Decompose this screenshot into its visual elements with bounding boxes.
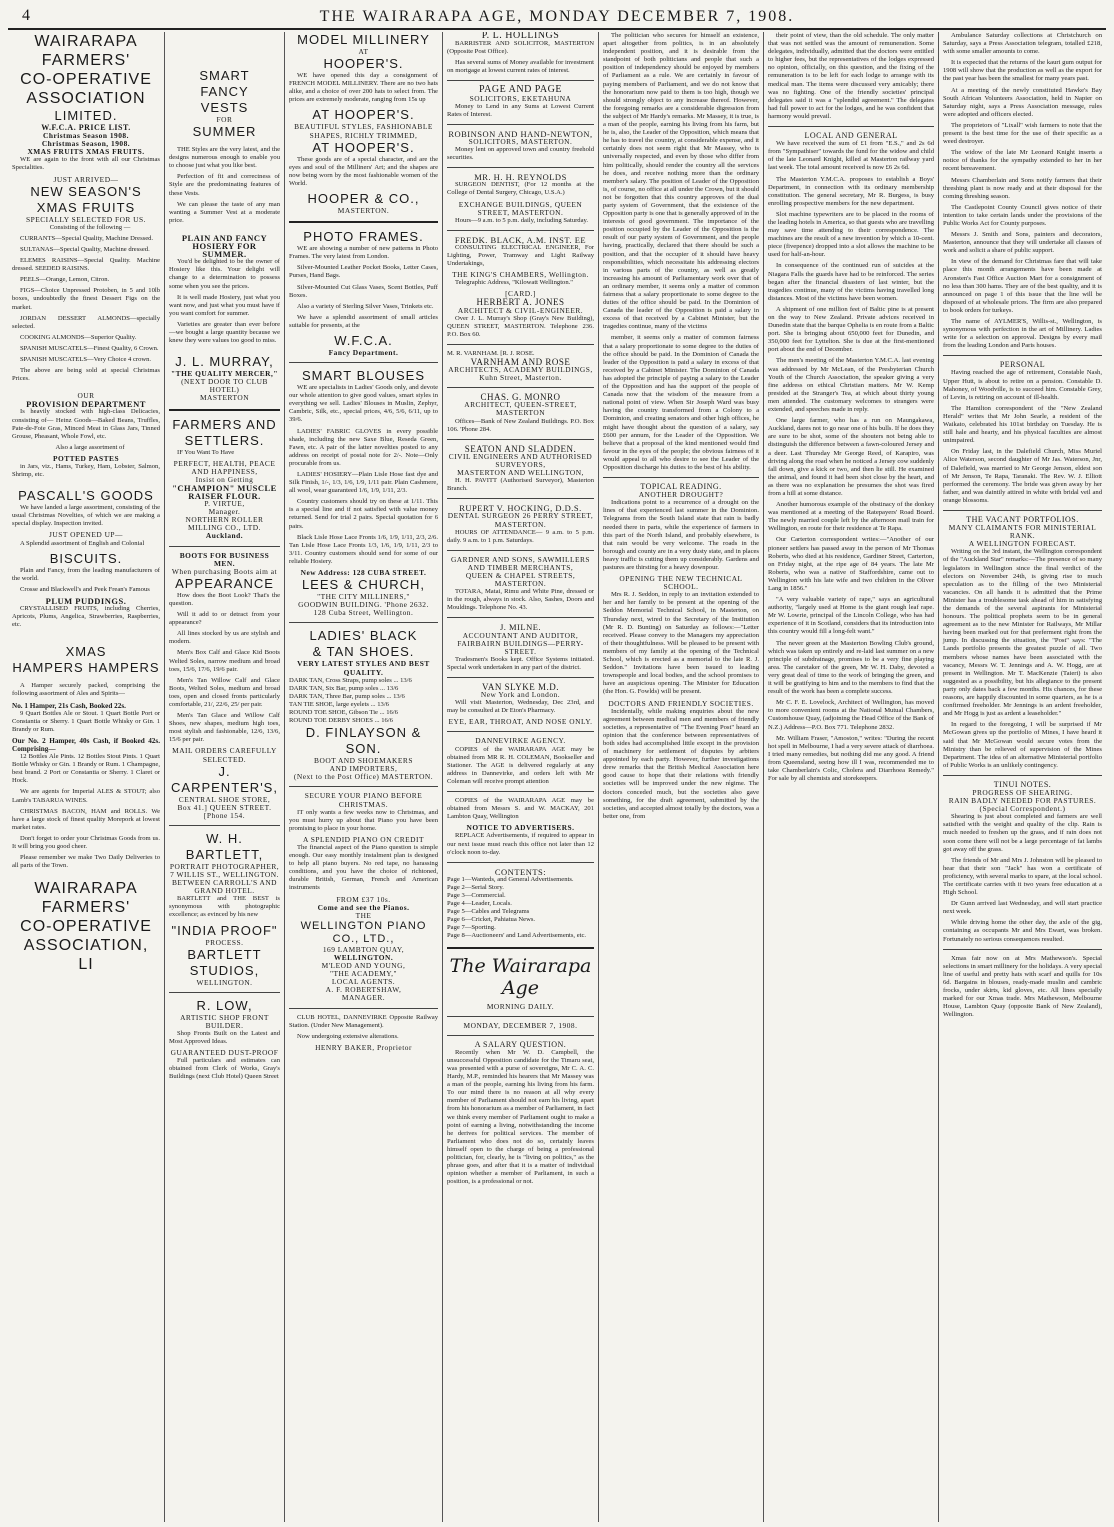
hamper-no2: Our No. 2 Hamper, 40s Cash, if Booked 42s. Comprising— <box>12 736 160 753</box>
piano-wellington: WELLINGTON. <box>333 952 394 962</box>
money-text: Money to Lend in any Sums at Lowest Current Rates of Interest. <box>447 102 594 118</box>
ad-wfca-title-2: FARMERS' <box>41 52 131 69</box>
murray-masterton: MASTERTON <box>199 393 250 403</box>
photo-text-4: Also a variety of Sterling Silver Vases, Trinkets etc. <box>297 302 434 310</box>
contents-heading: CONTENTS: <box>494 866 547 877</box>
column-7 <box>939 32 1106 1522</box>
special-label: (Special Correspondent.) <box>979 804 1066 814</box>
many-claimants: MANY CLAIMANTS FOR MINISTERIAL RANK. <box>948 523 1097 541</box>
footer-wfca-1: WAIRARAPA <box>34 880 138 898</box>
fancy-dept-label: Fancy Department. <box>328 347 399 357</box>
blouses-text: WE are specialists in Ladies' Goods only, and devote our whole attention to give good values, smart styles in everything we sell. Ladies' Blouses in Muslin, Zephyr, Cambric, Silk, etc., special prices, 4/6, 5/6, 6/11, up to 39/6. <box>289 384 438 424</box>
widow-text: The widow of the late Mr Leonard Knight inserts a notice of thanks for the sympathy extended to her in her recent bereavement. <box>943 149 1102 173</box>
replace-text: REPLACE Advertisements, if required to appear in our next issue must reach this office not later than 12 o'clock noon to-day. <box>447 832 594 856</box>
card-label: [CARD.] <box>505 289 536 299</box>
architect-label: ARCHITECT & CIVIL-ENGINEER. <box>457 305 584 315</box>
shoe-row: DARK TAN, Six Bar, pump soles ... 13/6 <box>289 684 399 692</box>
will-visit-text: Will visit Masterton, Wednesday, Dec 23rd, and may be consulted at Dr Eton's Pharmacy. <box>447 699 594 715</box>
copies-text-2: COPIES of the WAIRARAPA AGE may be obtained from Messrs S. and W. MACKAY, 201 Lambton Quay, Wellington <box>447 797 594 821</box>
gunn-text: Dr Gunn arrived last Wednesday, and will start practice next week. <box>943 900 1102 916</box>
mens-shoes-text: Men's Tan Glace and Willow Calf Shoes, new shapes, medium high toes, most stylish and fashionable, 12/6, 13/6, 15/6 per pair. <box>169 712 280 744</box>
black-lisle-text: Black Lisle Hose Lace Fronts 1/6, 1/9, 1/11, 2/3, 2/6. Tan Lisle Hose Lace Fronts 1/3, 1/6, 1/9, 1/11, 2/3 to 3/11. Country customers should send for some of our reliable Hosiery. <box>289 533 438 565</box>
mail-orders: MAIL ORDERS CAREFULLY SELECTED. <box>172 746 277 764</box>
central-store: CENTRAL SHOE STORE, <box>178 794 271 804</box>
guaranteed-label: GUARANTEED DUST-PROOF <box>170 1048 279 1058</box>
van-slyke-heading: VAN SLYKE M.D. <box>482 682 559 692</box>
robertshaw-name: A. F. ROBERTSHAW, <box>325 985 402 995</box>
consisting-label: Consisting of the following — <box>49 223 131 231</box>
varnham-names: M. R. VARNHAM. [R. J. ROSE. <box>447 349 535 357</box>
bartlett-wellington: WELLINGTON. <box>196 977 253 987</box>
academy-label: "THE ACADEMY," <box>329 969 398 979</box>
footer-wfca-3: CO-OPERATIVE <box>20 918 152 936</box>
forecast-text: Writing on the 3rd instant, the Wellington correspondent of the "Auckland Star" remarks:—The presence of so many legislators in Wellington since the final verdict of the electors on November 24th, is giving rise to much speculation as to the filling of the two Ministerial vacancies. On all hands it is admitted that the Prime Minister has a troublesome task ahead of him in satisfying the demands of the several aspirants for Ministerial honours. The political prophets seem to be in general agreement as to the new Minister for Railways, Mr Millar having been marked out for that preferment right from the jump. In discussing the situation, the "Post" says: "The Lands portfolio presents the greatest puzzle of all. Two members whose names have been associated with the vacancy, Messrs W. T. Jennings and A. W. Hogg, are at present in Wellington. Mr T. MacKenzie (Taieri) is also suggested as a possibility, but his allegiance to the present party only dates back a few months. His chances, for these reasons, are happily discounted in some quarters, as he is a confirmed freeholder. Mr Jennings is an ardent freeholder, and Mr Hogg is just as ardent a leaseholder." <box>943 548 1102 718</box>
dalefield-text: On Friday last, in the Dalefield Church, Miss Muriel Alice Waterson, second daughter of Mr Jas. Waterson, Jnr, of Dalefield, was married to Mr George Jenson, eldest son of Mr Jenson, Te Rapa, Taranaki. The Rev. W. J. Elliott performed the ceremony. The bride was given away by her father, and was daintily attired in white with bridal veil and orange blossoms. <box>943 448 1102 504</box>
tradesmen-text: Tradesmen's Books kept. Office Systems initiated. Special work undertaken in any part of the district. <box>447 655 594 671</box>
money-text-2: Money lent on approved town and country freehold securities. <box>447 146 594 162</box>
price-item: JORDAN DESSERT ALMONDS—specially selected. <box>12 314 160 330</box>
wfca-heading: W.F.C.A. <box>334 332 393 348</box>
column-6 <box>764 32 939 1522</box>
photo-frames-heading: PHOTO FRAMES. <box>303 229 424 245</box>
doctors-continued: their point of view, than the old schedule. The only matter that was not settled was the amount of remuneration. Some delegates, individually, admitted that the doctors were entitled to higher fees, but the representatives of the lodges expressed no opinion, officially, on this question, and the fixing of the remuneration is to be left for each lodge to arrange with its medical man. The items were discussed very amicably; there was no fighting. One of the friendly societies' principal delegates said it was a "splendid agreement." The delegates had full power to act for the lodges, and he was confident that harmony would prevail. <box>768 32 934 120</box>
telegraphic-text: Telegraphic Address, "Kilowatt Wellington." <box>455 279 573 287</box>
leader-text-2: member, it seems only a matter of common fairness that a salary proportionate to some degree to the duties of the office should be paid. In the Dominion of Canada the leader of the Opposition is paid a salary in excess of that received by a Cabinet Minister. The Dominion of Canada has adopted the principle of paying a salary to the Leader of the Opposition and has the support of the people of Canada now that the wisdom of the measure from a national point of view. When Sir Joseph Ward was busy having the country transformed from a Colony to a Dominion, and creating senators and other high offices, he might have thought about the question of a salary, say £600 per annum, for the Leader of the Opposition. We believe that a proposal of the kind mentioned would find favour in the eyes of the people; the obvious fairness of it would appeal to all who desire to see the Leader of the Opposition discharge his duties to the best of his ability. <box>603 334 759 471</box>
very-latest-label: VERY LATEST STYLES AND BEST QUALITY. <box>297 659 430 677</box>
process-label: PROCESS. <box>205 937 244 947</box>
hamper-intro: A Hamper securely packed, comprising the following assortment of Ales and Spirits— <box>12 682 160 698</box>
price-item: SPANISH MUSCATELS—Very Choice 4 crown. <box>20 355 152 363</box>
vests-text-2: Perfection of fit and correctness of Style are the predominating features of these Vests. <box>169 173 280 197</box>
studios-heading: STUDIOS, <box>189 962 260 978</box>
notice-heading: NOTICE TO ADVERTISERS. <box>466 823 575 833</box>
column-5 <box>599 32 764 1522</box>
hampers-heading: HAMPERS HAMPERS <box>12 660 160 676</box>
dannevirke-heading: DANNEVIRKE AGENCY. <box>475 736 566 746</box>
copies-text: COPIES of the WAIRARAPA AGE may be obtained from MR R. H. COLEMAN, Bookseller and Stationer. The AGE is delivered regularly at any address in Dannevirke, and orders left with Mr Coleman will receive prompt attention <box>447 745 594 785</box>
hamilton-text: The Hamilton correspondent of the "New Zealand Herald" writes that Mr John Searle, a resident of the Waikato, celebrated his 101st birthday on Tuesday. He is still hale and hearty, and his physical faculties are almost unimpaired. <box>943 404 1102 445</box>
robinson-heading: ROBINSON AND HAND-NEWTON, <box>448 128 593 139</box>
ymca-text: The Masterton Y.M.C.A. proposes to establish a Boys' Department, in connection with its ordinary membership constitution. The general secretary, Mr R. Burgess, is busy enrolling prospective members for the new department. <box>768 175 934 207</box>
settlers-heading: SETTLERS. <box>184 432 265 448</box>
contents-row: Page 8—Auctioneers' and Land Advertisements, etc. <box>447 932 587 940</box>
arrived-label: JUST ARRIVED— <box>53 174 119 184</box>
central-address: Box 41.] QUEEN STREET. [Phone 154. <box>177 802 272 820</box>
mens-meeting-text: The men's meeting of the Masterton Y.M.C.A. last evening was addressed by Mr McLean, of the Presbyterian Church Youth of the Church Association, the speaker giving a very fine address on ethical Christian matters. Mr W. Kemp presided at the Stranger's Tea, at which about thirty young men attended. The customary welcomes to strangers were extended, and speeches made in reply. <box>768 357 934 414</box>
column-1 <box>8 32 165 1522</box>
come-see: Come and see the Pianos. <box>317 902 410 912</box>
hamper-no1: No. 1 Hamper, 21s Cash, Booked 22s. <box>12 701 126 710</box>
model-millinery-heading: MODEL MILLINERY <box>297 32 430 47</box>
murray-heading: J. L. MURRAY, <box>175 354 274 370</box>
humorous-text: Another humorous example of the obstinacy of the donkey was mentioned at a meeting of the Ratepayers' Road Board. The newly married couple left by the afternoon mail train for Wellington, en route for their residence at Te Rapa. <box>768 501 934 533</box>
pavitt-text: H. H. PAVITT (Authorised Surveyor), Masterton Branch. <box>447 477 594 493</box>
vests-vests: VESTS <box>200 100 249 115</box>
ad-wfca-title-4: ASSOCIATION <box>26 90 146 107</box>
next-door: (NEXT DOOR TO CLUB HOTEL) <box>181 377 268 395</box>
model-text: WE have opened this day a consignment of FRENCH MODEL MILLINERY. There are no two hats alike, and a choice of over 200 hats to select from. The prices are extremely moderate, ranging from 15s up <box>289 72 438 104</box>
price-item: PEELS—Orange, Lemon, Citron. <box>20 276 110 284</box>
reynolds-heading: MR. H. H. REYNOLDS <box>474 172 567 183</box>
vests-for: FOR <box>216 115 233 124</box>
also-label: Also a large assortment of <box>55 443 125 451</box>
hawkes-text: At a meeting of the newly constituted Hawke's Bay South African Volunteers Association, held in Napier on Saturday night, says a Press Association message, rules were adopted and officers elected. <box>943 86 1102 118</box>
bartlett-text: BARTLETT and THE BEST is synonymous with photographic excellence; as evinced by his new <box>169 895 280 919</box>
footer-wfca-4: ASSOCIATION, <box>23 937 149 955</box>
kauri-text: It is expected that the returns of the kauri gum output for 1908 will show that the production as well as the export for the past year has been the smallest for many years past. <box>943 59 1102 83</box>
monro-heading: CHAS. G. MONRO <box>480 392 561 403</box>
purchasing-text: When purchasing Boots aim at <box>171 566 278 576</box>
photo-text: WE are showing a number of new patterns in Photo Frames. The very latest from London. <box>289 245 438 261</box>
finlayson-heading: D. FINLAYSON & SON. <box>305 725 422 757</box>
farmers-heading: FARMERS AND <box>172 416 277 432</box>
topical-heading: TOPICAL READING. <box>640 482 722 492</box>
henry-baker: HENRY BAKER, Proprietor <box>315 1042 412 1052</box>
chamberlain-text: Messrs Chamberlain and Sons notify farmers that their threshing plant is now ready and at their disposal for the coming threshing season. <box>943 176 1102 200</box>
price-item: SULTANAS—Special Quality, Machine dressed. <box>20 245 150 253</box>
provision-text: Is heavily stocked with high-class Delicacies, consisting of— Heinz Goods—Baked Beans, Truffles, Pate-de-Foie Gras, Minced Meat in Glass Jars, Tinned Grouse, Pheasant, Whole Fowl, etc. <box>12 408 160 440</box>
champion-heading: "CHAMPION" MUSCLE RAISER FLOUR. <box>172 482 277 501</box>
bacon-text: CHRISTMAS BACON, HAM and ROLLS. We have a large stock of finest quality Morepork at lowest market rates. <box>12 807 160 831</box>
doctors-heading: DOCTORS AND FRIENDLY SOCIETIES. <box>608 698 754 708</box>
mleod-young: M'LEOD AND YOUNG, <box>321 961 406 971</box>
civil-label: CIVIL ENGINEERS AND AUTHORISED SURVEYORS, <box>448 451 593 469</box>
bartlett-heading: W. H. BARTLETT, <box>185 830 264 862</box>
price-item: ELEMES RAISINS—Special Quality. Machine dressed. SEEDED RAISINS. <box>12 257 160 273</box>
local-text: We have received the sum of £1 from "E.S.," and 2s 6d from "Sympathiser" towards the fund for the widow and child of the late Leonard Knight, killed at Masterton railway yard last week. The total amount received is now £6 2s 6d. <box>768 140 934 172</box>
virtue-manager: Manager. <box>208 507 241 517</box>
consulting-text: CONSULTING ELECTRICAL ENGINEER, For Lighting, Power, Tramway and Light Railway Undertakings, <box>447 243 594 268</box>
leader-text: The politician who secures for himself an existence, apart altogether from politics, is in an absolutely independent position, and it is desirable from the standpoint of both politicians and people that such a position of independency should be enjoyed by members of Parliament as a rule. We are certainly in favour of paying members of Parliament, and we do not know that the honorarium now paid to them is too high, though we should strongly object to any increase thereof. However, the foregoing remarks are a considerable digression from the subject of Mr Hardy's remarks. Mr Massey, it is true, is a man of the people, earning his living from his farm, but he is, also, the Leader of the Opposition, which means that he has to travel the country, at considerable expense, and it certainly does not seem right that Mr Massey, who is universally respected, and even by those who differ from him politically, should render the country all the services he does, and receive nothing more than the ordinary member's salary. The position of Leader of the Opposition is, of course, no office at all under the Crown, but it should not be forgotten that this country approves of the dual party system of Government, that the existence of the Opposition party is one that is generally approved of in the interests of good government. The importance of the position occupied by the Leader of the Opposition is the result of our party system of Government, and the people having, practically, declared that there should be such a position, and that the occupier of it should have heavy responsibilities, which necessitate his addressing electors in various parts of the country, as well as greatly increasing his amount of Parliamentary work over that of an ordinary member, it seems only a matter of common fairness that a salary proportionate to some degree to the duties of the office should be paid. In the Dominion of Canada the leader of the Opposition is paid a salary in excess of that received by a Cabinet Minister, but the tragedies continue, many of the victims <box>603 32 759 331</box>
mens-box-text: Men's Box Calf and Glace Kid Boots Welted Soles, narrow medium and broad toes, 15/6, 17/6, 19/6 pair. <box>169 649 280 673</box>
lovelock-text: Mr C. F. E. Lovelock, Architect of Wellington, has moved to more convenient rooms at the National Mutual Chambers, Customhouse Quay, (adjoining the Head Office of the Bank of N.Z.) Address—P.O. Box 771. Telephone 2832. <box>768 699 934 731</box>
local-general-heading: LOCAL AND GENERAL <box>804 131 898 141</box>
hooper-masterton: MASTERTON. <box>337 206 390 216</box>
ambulance-text: Ambulance Saturday collections at Christchurch on Saturday, says a Press Association telegram, totalled £218, with some smaller amounts to come. <box>943 32 1102 56</box>
ladies-black-heading: LADIES' BLACK <box>309 628 418 644</box>
hours-text: Hours—9 a.m. to 5 p.m. daily, including Saturday. <box>455 216 589 224</box>
xmas-heading: XMAS <box>65 644 107 660</box>
queen-chapel: QUEEN & CHAPEL STREETS, MASTERTON. <box>465 570 576 589</box>
hosiery-text: You'd be delighted to be the owner of Hosiery like this. Your delight will change to a determination to possess some when you see the prices. <box>169 258 280 290</box>
totara-text: TOTARA, Matai, Rimu and White Pine, dressed or in the rough, always in stock. Also, Sashes, Doors and Mouldings. Telephone No. 43. <box>447 588 594 612</box>
at-label: AT <box>358 47 369 56</box>
carpenter-heading: J. CARPENTER'S, <box>171 763 278 795</box>
lambton-quay: 169 LAMBTON QUAY, <box>322 944 405 954</box>
intro-text: WE are again to the front with all our Christmas Specialities. <box>12 156 160 172</box>
from-price: FROM £37 10s. <box>336 894 391 904</box>
drought-text: Indications point to a recurrence of a drought on the lines of that experienced last summer in the Dominion. Telegrams from the South Island state that rain is badly needed there in parts, while the experience of farmers in this part of the North Island, and probably elsewhere, is that rain would be very welcome. The roads in the borough and county are in a very dusty state, and in places heavy traffic is cutting them up considerably. Gardens and pastures are thirsting for a heavy downpour. <box>603 499 759 571</box>
at-hoopers-heading: AT HOOPER'S. <box>312 107 415 123</box>
portrait-label: PORTRAIT PHOTOGRAPHER, <box>169 861 280 871</box>
all-lines-text: All lines stocked by us are stylish and modern. <box>169 630 280 646</box>
personal-text: Having reached the age of retirement, Constable Nash, Upper Hutt, is about to retire on a pension. Constable D. Mahoney, of Woodville, is to succeed him. Constable Grey, of Levin, is retiring on account of ill-health. <box>943 369 1102 401</box>
vests-fancy: FANCY <box>200 84 249 99</box>
boot-makers: BOOT AND SHOEMAKERS <box>314 756 413 766</box>
cuba-street: 128 Cuba Street, Wellington. <box>313 608 414 618</box>
valuable-text: "A very valuable variety of rape," says an agricultural authority, "largely used at Home is the giant rough leaf rape. Mr W. Lowrie, principal of the Lincoln College, who has had experience of it in Scotland, considers that its introduction into this country would fill a long-felt want." <box>768 596 934 636</box>
hamper-no2-items: 12 Bottles Ale Pints. 12 Bottles Stout Pints. 1 Quart Bottle Whisky or Gin. 1 Brandy or Rum. 1 Champagne, best brand. 2 Port or Constantia or Sherry. 1 Claret or Hock. <box>12 753 160 785</box>
smart-blouses-heading: SMART BLOUSES <box>301 368 426 384</box>
newspaper-title: THE WAIRARAPA AGE, MONDAY DECEMBER 7, 1908. <box>319 8 795 25</box>
price-item: SPANISH MUSCATELS—Finest Quality, 6 Crown. <box>20 344 159 352</box>
hosiery-text-2: It is well made Hosiery, just what you want now, and just what you must have if you want comfort for summer. <box>169 293 280 317</box>
carterton-text: Our Carterton correspondent writes:—"Another of our pioneer settlers has passed away in the person of Mr Thomas Roberts, who died at his residence, Gardiner Street, Carterton, on Friday night, at the ripe age of 84 years. The late Mr Roberts, who was a native of Staffordshire, came out to Wellington with his late wife and two children in the Oliver Lang in 1856." <box>768 536 934 592</box>
hollings-heading: P. L. HOLLINGS <box>481 32 560 41</box>
masterton-wellington: MASTERTON AND WELLINGTON, <box>457 468 584 478</box>
tinui-heading: TINUI NOTES. <box>993 779 1052 789</box>
shearing-text: Shearing is just about completed and farmers are well satisfied with the weight and quality of the clip. Rain is much needed to freshen up the grass, and if rain does not soon come there will not be a large percentage of fat lambs got away off the grass. <box>943 813 1102 853</box>
page-header <box>8 6 1106 30</box>
at-hoopers-heading-2: AT HOOPER'S. <box>312 139 415 155</box>
xmas-fruits-heading: XMAS FRUITS <box>36 199 136 215</box>
season-line-1: Christmas Season 1908. <box>43 131 129 141</box>
just-opened-label: JUST OPENED UP— <box>49 530 123 540</box>
vests-smart: SMART <box>199 68 250 83</box>
mens-tan-text: Men's Tan Willow Calf and Glace Boots, Welted Soles, medium and broad toes, open and closed fronts particularly comfortable, 21/, 22/6, 25/ per pair. <box>169 676 280 708</box>
contents-row: Page 2—Serial Story. <box>447 883 504 891</box>
price-item: FIGS—Choice Unpressed Protoben, in 5 and 10lb boxes, undoubtedly the finest Dessert Figs on the market. <box>12 287 160 311</box>
doctors-text: Incidentally, while making enquiries about the new agreement between medical men and members of friendly societies, a representative of "The Evening Post" heard an opinion that the conference between representatives of both sides had accomplished little except in the provision of machinery for settlement of disputes by arbiters appointed by each party. However, further investigations drew remarks that the British Medical Association here good cause to hope that their relations with friendly societies will be improved under the new régime. The doctors conceded much, but the societies also gave something, for the draft agreement, submitted by the societies, and accepted almost totally by the doctors, was a better one, from <box>603 707 759 820</box>
northern-milling: NORTHERN ROLLER MILLING CO., LTD. <box>185 515 264 533</box>
insist-text: Insist on Getting <box>195 474 254 484</box>
column-2 <box>165 32 285 1522</box>
hoopers-heading: HOOPER'S. <box>323 56 404 72</box>
will-text: Will it add to or detract from your appearance? <box>169 611 280 627</box>
hooper-co-heading: HOOPER & CO., <box>307 191 420 207</box>
potted-heading: POTTED PASTES <box>52 453 120 463</box>
opening-text: Mrs R. J. Seddon, in reply to an invitation extended to her and her family to be present at the opening of the Seddon Memorial Technical School, in Masterton, on Thursday next, wired to the Secretary of the Institution (Mr R. D. Bunting) on Saturday as follows:—"Letter received. Please convey to the Managers my appreciation of their thoughtfulness. Will be pleased to be present with members of my family at the opening of the Technical School, which is erected as a memorial to the late R. J. Seddon." Invitations have been issued to leading townspeople and local bodies, and the school promises to have an auspicious opening. The Minister for Education (the Hon. G. Fowlds) will be present. <box>603 591 759 696</box>
low-heading: R. LOW, <box>196 997 253 1013</box>
new-address-label: New Address: 128 CUBA STREET. <box>300 568 427 578</box>
regard-text: In regard to the foregoing, I will be surprised if Mr McGowan gives up the portfolio of Mines, I have heard it said that Mr McGowan would secure votes from the Ministry than be relieved of supervision of the Mines Department. The idea of an alternative Ministerial portfolio of Public Works is an unlikely contingency. <box>943 721 1102 769</box>
column-3 <box>285 32 443 1522</box>
fraser-text: Mr. William Fraser, "Amoston," writes: "During the recent hot spell in Melbourne, I had a very severe attack of diarrhoea. I tried many remedies, but nothing did me any good. A friend from Queensland, seeing how ill I was, recommended me to take Chamberlain's Colic, Cholera and Diarrhoea Remedy." For sale by all chemists and storekeepers. <box>768 734 934 783</box>
architects-label: ARCHITECTS, ACADEMY BUILDINGS, Kuhn Street, Masterton. <box>448 365 593 383</box>
auckland-label: Auckland. <box>205 531 244 541</box>
shoe-row: ROUND TOE DERBY SHOES ... 16/6 <box>289 717 393 725</box>
between-label: BETWEEN CARROLL'S AND GRAND HOTEL. <box>171 878 278 896</box>
potted-text: in Jars, viz., Hams, Turkey, Ham, Lobster, Salmon, Shrimp, etc. <box>12 463 160 479</box>
vests-summer: SUMMER <box>192 124 257 140</box>
hours-text-2: HOURS OF ATTENDANCE— 9 a.m. to 5 p.m. daily. 9 a.m. to 1 p.m. Saturdays. <box>447 528 594 544</box>
the-label: THE <box>355 910 372 920</box>
biscuits-intro: A Splendid assortment of English and Colonial <box>20 539 145 547</box>
driving-text: While driving home the other day, the axle of the gig, containing as occupants Mr and Mrs Ewart, was broken. Fortunately no serious consequences resulted. <box>943 919 1102 943</box>
provision-heading: PROVISION DEPARTMENT <box>26 399 146 410</box>
drought-heading: ANOTHER DROUGHT? <box>638 490 724 500</box>
plain-fancy-heading: PLAIN AND FANCY <box>181 232 268 243</box>
vests-text: THE Styles are the very latest, and the designs numerous enough to enable you to choose just what you like best. <box>169 146 280 170</box>
green-text: The never green at the Masterton Bowling Club's ground, which was taken up entirely and re-laid last summer on a new principle of subdrainage, promises to be a very fine playing area. The caretaker of the green, Mr W. H. Daby, devoted a very great deal of time to the work of bringing the green, and it will be gratifying to him and to the members to find that the result of the work has been a complete success. <box>768 639 934 696</box>
xmas-fair-text: Xmas fair now on at Mrs Mathewson's. Special selections in smart millinery for the holidays. A very special line of useful and pretty hats with scarf and quills for 10s 6d. Bargains in blouses, ready-made muslin and cambric frocks, under skirts, kid gloves, etc. All lines specially marked for our Xmas trade. Mrs Mathewson, Melbourne House, Lambton Quay (opposite Bank of New Zealand), Wellington. <box>943 954 1102 1019</box>
perfect-text: PERFECT, HEALTH, PEACE AND HAPPINESS, <box>173 458 276 476</box>
these-text: These goods are of a special character, and are the eyes and soul of the Milliners' Art; and the shapes are now being worn by the most fashionable women of the World. <box>289 155 438 187</box>
masthead: The Wairarapa Age <box>449 954 592 999</box>
forget-text: Don't forget to order your Christmas Goods from us. It will bring you good cheer. <box>12 834 160 850</box>
shoe-row: ROUND TOE SHOE, Gibson Tie ... 16/6 <box>289 708 398 716</box>
ad-wfca-title-1: WAIRARAPA <box>34 33 138 50</box>
solicitors-masterton: SOLICITORS, MASTERTON. <box>468 136 573 146</box>
view-text: In view of the demand for Christmas fare that will take place this month arrangements have been made at Aronsten's Fast Office Auction Mart for a consignment of no less than 300 hams. They are of the best quality, and it is announced on page 1 of this issue that the line will be disposed of at wholesale prices. The firm are also prepared to book orders for turkeys. <box>943 258 1102 314</box>
tan-shoes-heading: & TAN SHOES. <box>312 644 415 660</box>
shoe-row: TAN TIE SHOE, large eyelets ... 13/6 <box>289 700 389 708</box>
forecast-heading: A WELLINGTON FORECAST. <box>968 539 1077 549</box>
contents-row: Page 5—Cables and Telegrams <box>447 908 530 916</box>
hamper-no1-items: 9 Quart Bottles Ale or Stout. 1 Quart Bottle Port or Constantia or Sherry. 1 Quart Bottle Whisky or Gin. 1 Brandy or Rum. <box>12 709 160 733</box>
personal-heading: PERSONAL <box>999 360 1046 370</box>
column-4 <box>443 32 599 1522</box>
contents-row: Page 7—Sporting. <box>447 924 496 932</box>
salary-heading: A SALARY QUESTION. <box>474 1039 567 1049</box>
shipment-text: A shipment of one million feet of Baltic pine is at present on the way to New Zealand. Private advices received in Dunedin state that the barque Ophelia is en route from a Baltic port. She is bringing about 650,000 feet for Dunedin, and 350,000 feet for Lyttelton. She is due at the first-mentioned port about the end of December. <box>768 305 934 354</box>
morning-daily: MORNING DAILY. <box>486 1001 555 1011</box>
accountant-label: ACCOUNTANT AND AUDITOR, FAIRBAIRN BUILDINGS—PERRY-STREET. <box>457 630 584 656</box>
hosiery-heading: HOSIERY FOR SUMMER. <box>192 241 257 260</box>
price-item: COOKING ALMONDS—Superior Quality. <box>20 333 137 341</box>
solicitors-eketahuna: SOLICITORS, EKETAHUNA <box>469 93 572 103</box>
agents-text: We are agents for Imperial ALES & STOUT; also Lamb's TABARUA WINES. <box>12 788 160 804</box>
seaton-heading: SEATON AND SLADDEN. <box>464 443 577 454</box>
page-page-heading: PAGE AND PAGE <box>478 84 562 96</box>
friends-text: The friends of Mr and Mrs J. Johnston will be pleased to hear that their son "Jack" has won a certificate of proficiency, with several marks to spare, at the local school. The certificate carries with it two years free education at a High School. <box>943 856 1102 897</box>
country-text: Country customers should try on these at 1/11. This is a special line and if not satisfied with value money returned. Send for trial 2 pairs. Special quotation for 6 pairs. <box>289 498 438 530</box>
local-agents: LOCAL AGENTS. <box>331 977 396 987</box>
vacant-heading: THE VACANT PORTFOLIOS. <box>966 514 1079 524</box>
bartlett-heading-2: BARTLETT <box>187 946 262 962</box>
virtue-name: P. VIRTUE, <box>204 499 245 509</box>
lees-church-heading: LEES & CHURCH, <box>301 577 426 593</box>
salary-text: Recently when Mr W. D. Campbell, the unsuccessful Opposition candidate for the Timaru seat, was presented with a purse of sovereigns, Mr C. A. C. Hardy, M.P., reminded his hearers that Mr Massey was a man of the people, earning his living from his farm. To our mind there is no reason at all why every member of Parliament should not earn his living, apart from his honorarium as a member of Parliament, in fact we think every member of Parliament ought to make a point of earning a living, notwithstanding the income he derives for political services. The member of Parliament who does not do so, certainly leaves himself open to the charge of being a professional politician, for, clearly, he is "living on politics," as the phrase goes, and after that it is a matter of individual opinion whether a member of Parliament, in such a position, is a professional or not. <box>447 1048 594 1186</box>
lixall-text: The proprietors of "Lixall" wish farmers to note that the present is the best time for the use of their specific as a weed destroyer. <box>943 121 1102 146</box>
appearance-heading: APPEARANCE <box>175 575 274 591</box>
full-particulars: Full particulars and estimates can obtained from Clerk of Works, Gray's Buildings (next Club Hotel) Queen Street <box>169 1057 280 1081</box>
new-season-heading: NEW SEASON'S <box>30 183 142 199</box>
offices-text: Offices—Bank of New Zealand Buildings. P.O. Box 106. 'Phone 284. <box>447 417 594 433</box>
ad-wfca-title-3: CO-OPERATIVE <box>20 71 152 88</box>
quality-mercer: "THE QUALITY MERCER," <box>171 369 278 379</box>
want-text: IF You Want To Have <box>177 448 235 456</box>
plum-heading: PLUM PUDDINGS. <box>45 595 127 606</box>
season-line-2: Christmas Season, 1908. <box>41 139 131 149</box>
kings-chambers: THE KING'S CHAMBERS, Wellington. <box>452 270 589 280</box>
pascall-text: We have landed a large assortment, consisting of the usual Christmas Novelties, of which we are making a special display. Inspection invited. <box>12 504 160 528</box>
how-text: How does the Boot Look? That's the question. <box>169 591 280 607</box>
contents-row: Page 1—Wanteds, and General Advertisements. <box>447 875 574 883</box>
contents-row: Page 6—Cricket, Pahiatua News. <box>447 916 536 924</box>
splendid-piano: A SPLENDID PIANO ON CREDIT <box>303 834 424 844</box>
crosse-text: Crosse and Blackwell's and Peek Frean's Famous <box>20 585 150 593</box>
monro-architect: ARCHITECT, QUEEN-STREET, MASTERTON <box>464 400 577 418</box>
opening-heading: OPENING THE NEW TECHNICAL SCHOOL. <box>619 574 743 592</box>
exchange-buildings: EXCHANGE BUILDINGS, QUEEN STREET, MASTERTON. <box>458 199 583 217</box>
smith-text: Messrs J. Smith and Sons, painters and decorators, Masterton, announce that they will undertake all classes of work and solicit a share of public support. <box>943 231 1102 255</box>
biscuits-heading: BISCUITS. <box>49 550 123 566</box>
photo-text-3: Silver-Mounted Cut Glass Vases, Scent Bottles, Puff Boxes. <box>289 283 438 299</box>
shoe-row: DARK TAN, Cross Straps, pump soles ... 13/6 <box>289 676 412 684</box>
now-text: Now undergoing extensive alterations. <box>297 1032 399 1040</box>
over-text: Over J. L. Murray's Shop (Gray's New Building), QUEEN STREET, MASTERTON. Telephone 236. P.O. Box 60. <box>447 314 594 338</box>
york-label: New York and London. <box>480 690 561 700</box>
page-number: 4 <box>22 7 32 24</box>
wellington-piano-heading: WELLINGTON PIANO CO., LTD., <box>300 919 427 945</box>
aylmer-text: The name of AYLMER'S, Willis-st., Wellington, is synonymous with perfection in the art of Millinery. Ladies write for a selection on approval. Designs by every mail from the leading London and Paris houses. <box>943 318 1102 350</box>
price-item: CURRANTS—Special Quality, Machine Dressed. <box>20 234 154 242</box>
artistic-label: ARTISTIC SHOP FRONT BUILDER. <box>180 1012 269 1030</box>
deliveries-text: Please remember we make Two Daily Deliveries to all parts of the Town. <box>12 854 160 870</box>
footer-wfca-2: FARMERS' <box>41 899 131 917</box>
castlepoint-text: The Castlepoint County Council gives notice of their intention to take certain lands under the provisions of the Public Works Act for County purposes. <box>943 203 1102 227</box>
dental-surgeon: DENTAL SURGEON 26 PERRY STREET, MASTERTON. <box>447 511 594 529</box>
surgeon-text: SURGEON DENTIST, (For 12 months at the College of Dental Surgery, Chicago, U.S.A.) <box>447 181 594 197</box>
piano-text: IT only wants a few weeks now to Christmas, and you must hurry up about that Piano you have been promising to place in your home. <box>289 808 438 832</box>
milne-heading: J. MILNE. <box>499 622 542 633</box>
varnham-rose-heading: VARNHAM AND ROSE <box>470 357 571 367</box>
jones-heading: HERBERT A. JONES <box>476 297 565 308</box>
progress-heading: PROGRESS OF SHEARING. <box>972 787 1073 797</box>
next-to-post: (Next to the Post Office) MASTERTON. <box>293 772 434 782</box>
black-heading: FREDK. BLACK, A.M. INST. EE <box>454 234 587 245</box>
crystal-text: CRYSTALLISED FRUITS, including Cherries, Apricots, Plums, Angelica, Strawberries, Raspberries, etc. <box>12 605 160 629</box>
rain-heading: RAIN BADLY NEEDED FOR PASTURES. <box>948 796 1097 806</box>
financial-text: The financial aspect of the Piano question is simple enough. Our easy monthly instalment plan is designed to help all piano buyers. No red tape, no harassing conditions, and you have the choice of richtoned, durable British, German, French and American instruments <box>289 844 438 892</box>
price-item: The above are being sold at special Christmas Prices. <box>12 367 160 383</box>
secure-piano: SECURE YOUR PIANO BEFORE CHRISTMAS. <box>304 791 423 809</box>
hocking-heading: RUPERT V. HOCKING, D.D.S. <box>459 503 582 514</box>
biscuits-text: Plain and Fancy, from the leading manufacturers of the world. <box>12 566 160 582</box>
fabric-gloves-text: LADIES' FABRIC GLOVES in every possible shade, including the new Saxe Blue, Reseda Green, Fawn, etc. A pair of the latter novelties posted to any address on receipt of postal note for 2/-. Note—Only procurable from us. <box>289 427 438 467</box>
city-milliners: "THE CITY MILLINERS," <box>317 592 410 602</box>
price-list-heading: W.F.C.A. PRICE LIST. <box>41 123 131 132</box>
boots-heading: BOOTS FOR BUSINESS MEN. <box>179 550 270 568</box>
pascall-heading: PASCALL'S GOODS <box>18 488 154 504</box>
robertshaw-manager: MANAGER. <box>341 993 386 1003</box>
willis-address: 7 WILLIS ST., WELLINGTON. <box>170 870 279 879</box>
issue-date: MONDAY, DECEMBER 7, 1908. <box>463 1020 578 1030</box>
photo-text-2: Silver-Mounted Leather Pocket Books, Letter Cases, Purses, Hand Bags. <box>289 264 438 280</box>
xmas-fruits-line: XMAS FRUITS XMAS FRUITS. <box>27 147 145 157</box>
goodwin-building: GOODWIN BUILDING. 'Phone 2632. <box>298 600 429 610</box>
photo-text-5: We have a splendid assortment of small articles suitable for presents, at the <box>289 313 438 329</box>
india-proof: "INDIA PROOF" <box>171 922 278 938</box>
trust-text: Has several sums of Money available for investment on mortgage at lowest current rates of interest. <box>447 59 594 75</box>
slot-text: Slot machine typewriters are to be placed in the rooms of the leading hotels in America, so that guests who are travelling may save time attending to their correspondence. The machines are the result of a new invention by which a 10-cent. piece (fivepence) dropped into a slot allows the machine to be used for half-an-hour. <box>768 210 934 259</box>
shop-fronts-text: Shop Fronts Built on the Latest and Most Approved Ideas. <box>169 1029 280 1046</box>
barrister-text: BARRISTER AND SOLICITOR, MASTERTON (Opposite Post Office). <box>447 40 594 56</box>
shoe-row: DARK TAN, Three Bar, pump soles ... 13/6 <box>289 692 405 700</box>
contents-row: Page 3—Commercial. <box>447 891 506 899</box>
vests-text-3: We can please the taste of any man wanting a Summer Vest at a moderate price. <box>169 200 280 224</box>
eye-label: EYE, EAR, THROAT, AND NOSE ONLY. <box>448 717 593 727</box>
suicides-text: In consequence of the continued run of suicides at the Niagara Falls the guards have had to be reinforced. The series began after the financial disasters of last winter, but the tragedies continue, many of the victims having travelled long distances. Most of the victims have been women. <box>768 262 934 302</box>
gardner-heading: GARDNER AND SONS, SAWMILLERS AND TIMBER MERCHANTS, <box>450 554 591 572</box>
hosiery-text-3: Varieties are greater than ever before —we bought a large quantity because we knew they were values too good to miss. <box>169 320 280 345</box>
our-label: OUR <box>77 391 95 401</box>
footer-wfca-5: LI <box>78 956 94 974</box>
ad-wfca-title-5: LIMITED. <box>54 108 118 123</box>
farmer-text: One large farmer, who has a run on Maungakawa, Auckland, dares not to go near one of his bulls. If he does they are sure to be shot, some of the shouters not being able to distinguish the difference between a fawn-coloured Jersey and a deer. Last Thursday Mr George Reed, of Karapiro, was driving along the road when he noticed a Jersey cow suddenly fall down, give a kick or two, and then lie still. He examined the animal, and found it had been shot close by the heart, and as there was no explanation he presumes the shot was fired from a hill at some distance. <box>768 417 934 497</box>
beautiful-label: BEAUTIFUL STYLES, FASHIONABLE SHAPES, RICHLY TRIMMED, <box>294 122 433 140</box>
ladies-hosiery-text: LADIES' HOSIERY—Plain Lisle Hose fast dye and Silk Finish, 1/-, 1/3, 1/6, 1/9, 1/11 pair. Plain Cashmere, all wool, wear guaranteed 1/6, 1/9, 1/11, 2/3. <box>289 471 438 495</box>
selected-label: SPECIALLY SELECTED FOR US. <box>26 214 146 224</box>
club-hotel-text: CLUB HOTEL, DANNEVIRKE Opposite Railway Station. (Under New Management). <box>289 1013 438 1029</box>
contents-row: Page 4—Leader, Locals. <box>447 900 512 908</box>
importers-label: AND IMPORTERS, <box>329 764 398 774</box>
